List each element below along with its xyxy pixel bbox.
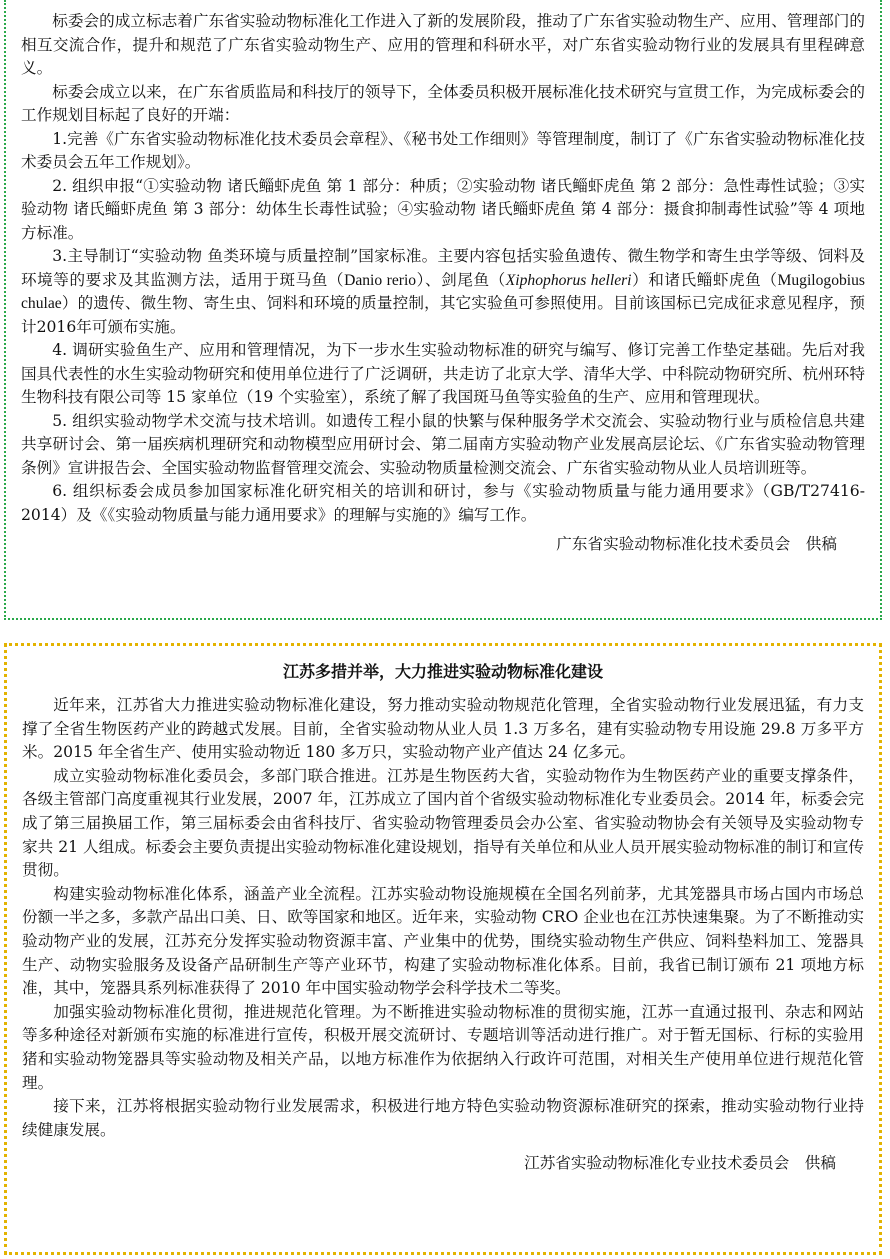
- article-paragraph: 接下来，江苏将根据实验动物行业发展需求，积极进行地方特色实验动物资源标准研究的探索，推动实验动物行业持续健康发展。: [22, 1097, 864, 1139]
- article-paragraph: 1.完善《广东省实验动物标准化技术委员会章程》、《秘书处工作细则》等管理制度，制订了《广东省实验动物标准化技术委员会五年工作规划》。: [21, 129, 865, 171]
- paragraph-text: ）的遗传、微生物、寄生虫、饲料和环境的质量控制，其它实验鱼可参照使用。目前该国标已完成征求意见程序，预计2016年可颁布实施。: [21, 294, 865, 336]
- species-name-mugilogobius: Mugilogobius chulae: [21, 271, 865, 312]
- paragraph-text: 3.主导制订“实验动物 鱼类环境与质量控制”国家标准。主要内容包括实验鱼遗传、微生物学和寄生虫学等级、饲料及环境等的要求及其监测方法，适用于斑马鱼（: [21, 247, 865, 289]
- article-paragraph: 近年来，江苏省大力推进实验动物标准化建设，努力推动实验动物规范化管理，全省实验动物行业发展迅猛，有力支撑了全省生物医药产业的跨越式发展。目前，全省实验动物从业人员 1.3 万多名，建有实验动物专用设施 29.8 万多平方米。2015 年全省生产、使用实验动物近 180 多万只，实验动物产业产值达 24 亿多元。: [22, 696, 864, 762]
- species-name-xiphophorus: Xiphophorus helleri: [505, 271, 632, 289]
- article-title: 江苏多措并举，大力推进实验动物标准化建设: [282, 662, 603, 681]
- article-signature: 广东省实验动物标准化技术委员会 供稿: [556, 535, 837, 553]
- guangdong-article-box: [4, 0, 882, 620]
- paragraph-text: ）和诸氏鲻虾虎鱼（: [631, 270, 778, 289]
- article-paragraph: 标委会成立以来，在广东省质监局和科技厅的领导下，全体委员积极开展标准化技术研究与宣贯工作，为完成标委会的工作规划目标起了良好的开端：: [21, 82, 865, 124]
- article-paragraph: 6. 组织标委会成员参加国家标准化研究相关的培训和研讨，参与《实验动物质量与能力通用要求》（GB/T27416-2014）及《《实验动物质量与能力通用要求》的理解与实施的》编写工作。: [21, 482, 865, 524]
- article-paragraph: 2. 组织申报“①实验动物 诸氏鲻虾虎鱼 第 1 部分：种质；②实验动物 诸氏鲻虾虎鱼 第 2 部分：急性毒性试验；③实验动物 诸氏鲻虾虎鱼 第 3 部分：幼体生长毒性试验；④实验动物 诸氏鲻虾虎鱼 第 4 部分：摄食抑制毒性试验”等 4 项地方标准。: [21, 176, 865, 242]
- article-paragraph: 加强实验动物标准化贯彻，推进规范化管理。为不断推进实验动物标准的贯彻实施，江苏一直通过报刊、杂志和网站等多种途径对新颁布实施的标准进行宣传，积极开展交流研讨、专题培训等活动进行推广。对于暂无国标、行标的实验用猪和实验动物笼器具等实验动物及相关产品，以地方标准作为依据纳入行政许可范围，对相关生产使用单位进行规范化管理。: [22, 1002, 864, 1092]
- paragraph-text: ）、剑尾鱼（: [416, 270, 506, 289]
- article-paragraph: 成立实验动物标准化委员会，多部门联合推进。江苏是生物医药大省，实验动物作为生物医药产业的重要支撑条件，各级主管部门高度重视其行业发展，2007 年，江苏成立了国内首个省级实验动物标准化专业委员会。2014 年，标委会完成了第三届换届工作，第三届标委会由省科技厅、省实验动物管理委员会办公室、省实验动物协会有关领导及实验动物专家共 21 人组成。标委会主要负责提出实验动物标准化建设规划，指导有关单位和从业人员开展实验动物标准的制订和宣传贯彻。: [22, 766, 864, 880]
- article-paragraph: 5. 组织实验动物学术交流与技术培训。如遗传工程小鼠的快繁与保种服务学术交流会、实验动物行业与质检信息共建共享研讨会、第一届疾病机理研究和动物模型应用研讨会、第二届南方实验动物产业发展高层论坛、《广东省实验动物管理条例》宣讲报告会、全国实验动物监督管理交流会、实验动物质量检测交流会、广东省实验动物从业人员培训班等。: [21, 411, 865, 477]
- article-paragraph-species: [21, 245, 865, 339]
- article-paragraph: 构建实验动物标准化体系，涵盖产业全流程。江苏实验动物设施规模在全国名列前茅，尤其笼器具市场占国内市场总份额一半之多，多款产品出口美、日、欧等国家和地区。近年来，实验动物 CRO 企业也在江苏快速集聚。为了不断推动实验动物产业的发展，江苏充分发挥实验动物资源丰富、产业集中的优势，围绕实验动物生产供应、饲料垫料加工、笼器具生产、动物实验服务及设备产品研制生产等产业环节，构建了实验动物标准化体系。目前，我省已制订颁布 21 项地方标准，其中，笼器具系列标准获得了 2010 年中国实验动物学会科学技术二等奖。: [22, 884, 864, 998]
- article-paragraph: 标委会的成立标志着广东省实验动物标准化工作进入了新的发展阶段，推动了广东省实验动物生产、应用、管理部门的相互交流合作，提升和规范了广东省实验动物生产、应用的管理和科研水平，对广东省实验动物行业的发展具有里程碑意义。: [21, 12, 865, 77]
- species-name-danio: Danio rerio: [344, 271, 417, 289]
- article-signature: 江苏省实验动物标准化专业技术委员会 供稿: [524, 1154, 836, 1173]
- jiangsu-article-box: [4, 643, 882, 1255]
- article-paragraph: 4. 调研实验鱼生产、应用和管理情况，为下一步水生实验动物标准的研究与编写、修订完善工作垫定基础。先后对我国具代表性的水生实验动物研究和使用单位进行了广泛调研，共走访了北京大学、清华大学、中科院动物研究所、杭州环特生物科技有限公司等 15 家单位（19 个实验室），系统了解了我国斑马鱼等实验鱼的生产、应用和管理现状。: [21, 341, 865, 406]
